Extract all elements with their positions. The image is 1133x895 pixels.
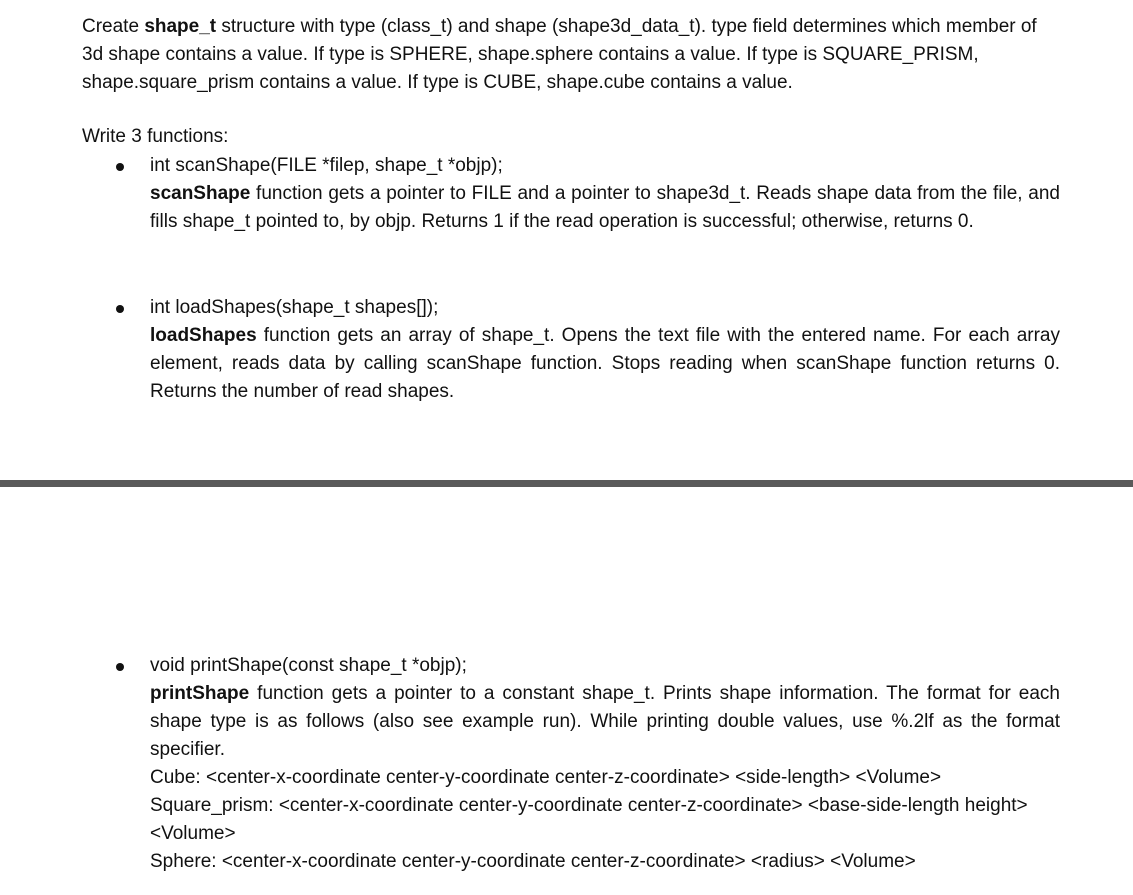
function-description [150,180,1060,236]
function-desc-text: function gets a pointer to a constant shape_t. Prints shape information. The format for each shape type is as follows (also see example run). While printing double values, use %.2lf as the format specifier. [150,683,1060,760]
document-page-bottom [0,487,1133,895]
function-description [150,322,1060,406]
function-item-scanshape [115,152,1060,236]
intro-text-rest: structure with type (class_t) and shape (shape3d_data_t). type field determines which member of 3d shape contains a value. If type is SPHERE, shape.sphere contains a value. If type is SQUARE_PRISM, shape.square_prism contains a value. If type is CUBE, shape.cube contains a value. [82,16,1037,93]
function-desc-text: function gets an array of shape_t. Opens the text file with the entered name. For each array element, reads data by calling scanShape function. Stops reading when scanShape function returns 0. Returns the number of read shapes. [150,325,1060,402]
intro-paragraph [82,13,1062,97]
function-signature: int scanShape(FILE *filep, shape_t *objp); [150,155,503,176]
function-desc-text: function gets a pointer to FILE and a pointer to shape3d_t. Reads shape data from the file, and fills shape_t pointed to, by objp. Returns 1 if the read operation is successful; otherwise, returns 0. [150,183,1060,232]
function-signature: void printShape(const shape_t *objp); [150,655,467,676]
write-functions-heading: Write 3 functions: [82,126,229,147]
function-signature: int loadShapes(shape_t shapes[]); [150,297,439,318]
function-name: printShape [150,683,250,704]
function-name: loadShapes [150,325,257,346]
function-item-loadshapes [115,294,1060,406]
intro-struct-name: shape_t [144,16,217,37]
intro-text-start: Create [82,16,145,37]
function-item-printshape [115,652,1060,876]
page-divider [0,480,1133,487]
format-line-square-prism: Square_prism: <center-x-coordinate center-y-coordinate center-z-coordinate> <base-side-length height> <Volume> [150,795,1028,844]
function-name: scanShape [150,183,251,204]
format-line-sphere: Sphere: <center-x-coordinate center-y-coordinate center-z-coordinate> <radius> <Volume> [150,851,916,872]
format-line-cube: Cube: <center-x-coordinate center-y-coordinate center-z-coordinate> <side-length> <Volume> [150,767,942,788]
function-description [150,680,1060,764]
